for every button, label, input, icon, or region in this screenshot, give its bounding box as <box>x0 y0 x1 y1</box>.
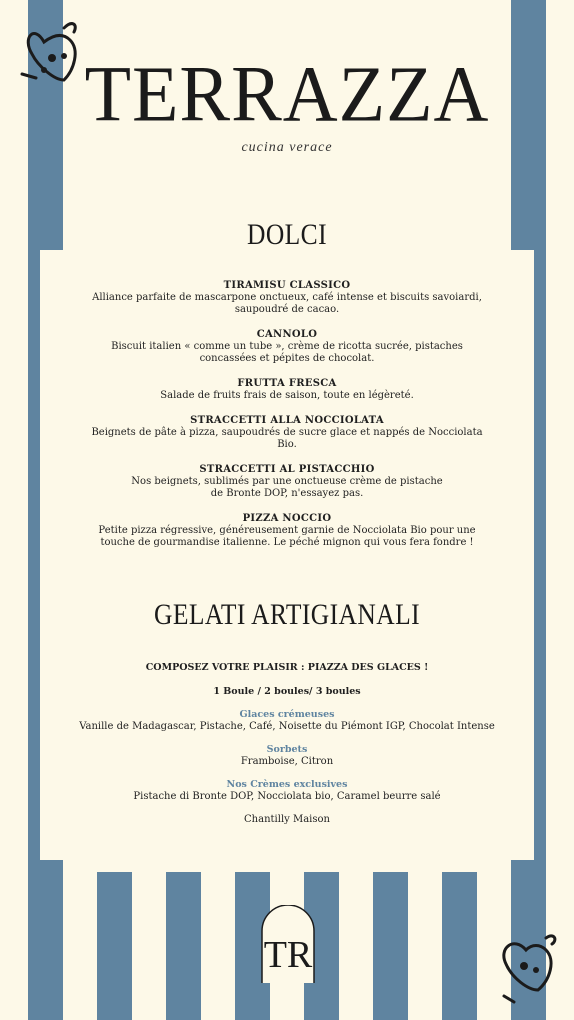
dolci-item <box>0 512 574 549</box>
item-desc: Petite pizza régressive, généreusement garnie de Nocciolata Bio pour une touche de gourmandise italienne. Le péché mignon qui vous fera fondre ! <box>98 525 476 548</box>
gelati-group-heading: Nos Crèmes exclusives <box>226 779 348 790</box>
brand-logo: TERRAZZA <box>84 49 490 139</box>
item-name: TIRAMISU CLASSICO <box>223 280 351 291</box>
item-name: CANNOLO <box>256 329 318 340</box>
gelati-intro: COMPOSEZ VOTRE PLAISIR : PIAZZA DES GLACES ! <box>145 662 429 673</box>
gelati-extra: Chantilly Maison <box>244 814 330 825</box>
gelati-group-heading: Sorbets <box>266 744 308 755</box>
dolci-item <box>0 279 574 316</box>
gelati-group-flavors: Vanille de Madagascar, Pistache, Café, Noisette du Piémont IGP, Chocolat Intense <box>79 721 495 732</box>
heart-flower-doodle-icon-bottom <box>494 930 560 1006</box>
item-name: PIZZA NOCCIO <box>242 513 332 524</box>
dolci-item <box>0 328 574 365</box>
item-desc: Alliance parfaite de mascarpone onctueux, café intense et biscuits savoiardi, saupoudré de cacao. <box>92 292 482 315</box>
item-desc: Nos beignets, sublimés par une onctueuse crème de pistache de Bronte DOP, n'essayez pas. <box>131 476 443 499</box>
dolci-list <box>0 279 574 561</box>
dolci-item <box>0 377 574 402</box>
item-name: FRUTTA FRESCA <box>237 378 337 389</box>
dolci-item <box>0 414 574 451</box>
gelati-group-flavors: Pistache di Bronte DOP, Nocciolata bio, Caramel beurre salé <box>133 791 441 802</box>
monogram-text: TR <box>263 934 313 976</box>
dolci-title: DOLCI <box>246 218 328 251</box>
gelati-group-flavors: Framboise, Citron <box>240 756 334 767</box>
gelati-sizes: 1 Boule / 2 boules/ 3 boules <box>213 686 361 697</box>
item-desc: Biscuit italien « comme un tube », crème de ricotta sucrée, pistaches concassées et pépites de chocolat. <box>111 341 463 364</box>
gelati-section <box>0 662 574 837</box>
item-desc: Beignets de pâte à pizza, saupoudrés de sucre glace et nappés de Nocciolata Bio. <box>91 427 483 450</box>
dolci-item <box>0 463 574 500</box>
item-desc: Salade de fruits frais de saison, toute en légèreté. <box>160 390 414 401</box>
monogram-badge <box>258 905 318 985</box>
item-name: STRACCETTI ALLA NOCCIOLATA <box>190 415 384 426</box>
gelati-title: GELATI ARTIGIANALI <box>153 598 421 631</box>
brand-tagline: cucina verace <box>241 140 333 155</box>
item-name: STRACCETTI AL PISTACCHIO <box>199 464 375 475</box>
gelati-group-heading: Glaces crémeuses <box>239 709 335 720</box>
